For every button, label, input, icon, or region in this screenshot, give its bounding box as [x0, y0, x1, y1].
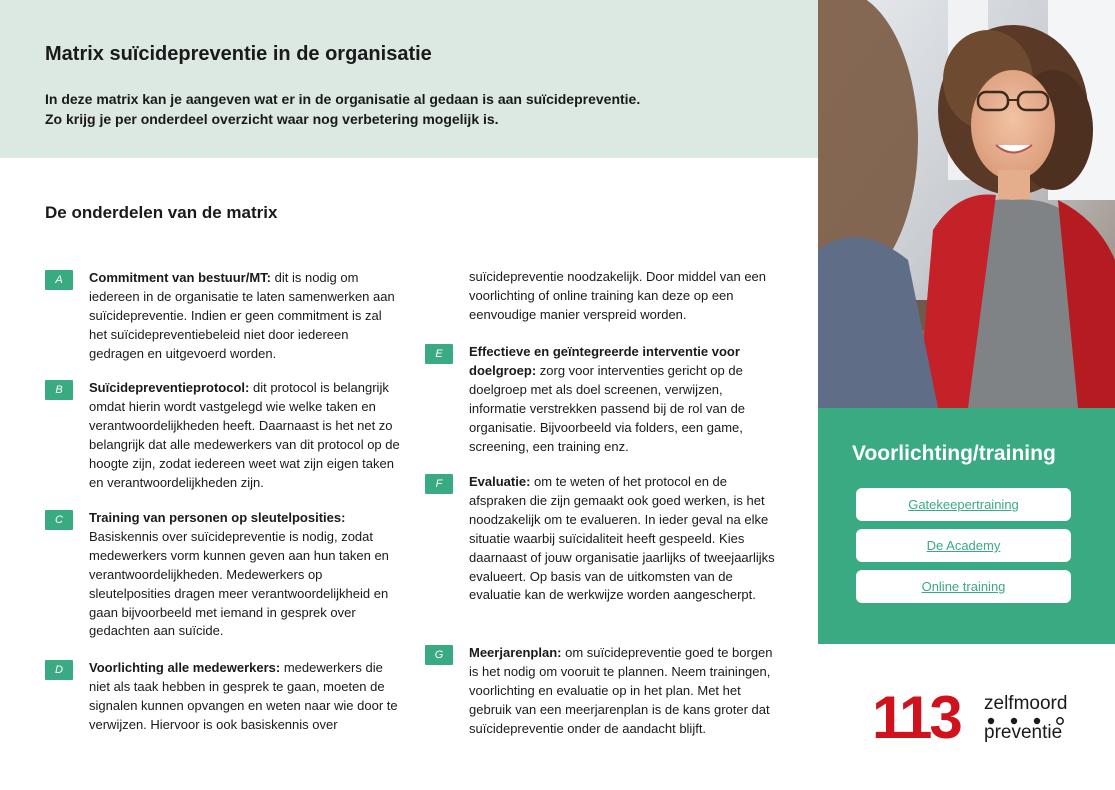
item-b-body	[89, 379, 401, 492]
item-c-text: Basiskennis over suïcidepreventie is nodig, zodat medewerkers vorm kunnen geven aan hun taken en verantwoordelijkheden. Medewerkers op sleutelposities dragen meer verantwoordelijkheid en gaan bijvoorbeeld met iemand in gesprek over gedachten aan suïcide.	[89, 528, 389, 639]
logo-line-1: zelfmoord	[984, 693, 1068, 714]
item-g-text: om suïcidepreventie goed te borgen is het nodig om vooruit te plannen. Neem trainingen, voorlichting en evaluatie op in het plan. Met het gebruik van een meerjarenplan is de kans groter dat suïcidepreventie onder de aandacht blijft.	[469, 645, 773, 736]
item-f-body	[469, 473, 781, 605]
logo-113-zelfmoordpreventie	[872, 684, 1082, 751]
item-f-heading: Evaluatie:	[469, 474, 531, 489]
item-a-heading: Commitment van bestuur/MT:	[89, 270, 272, 285]
badge-g: G	[425, 645, 453, 665]
item-c-heading: Training van personen op sleutelposities:	[89, 510, 346, 525]
logo-number: 113	[872, 684, 960, 751]
gatekeepertraining-link[interactable]: Gatekeepertraining	[856, 488, 1071, 521]
intro-line-1: In deze matrix kan je aangeven wat er in de organisatie al gedaan is aan suïcidepreventie.	[45, 91, 641, 107]
badge-c: C	[45, 510, 73, 530]
item-d-text: medewerkers die niet als taak hebben in gesprek te gaan, moeten de signalen kunnen opvangen en weten naar wie door te verwijzen. Hiervoor is ook basiskennis over	[89, 660, 398, 732]
badge-e: E	[425, 344, 453, 364]
header-band	[0, 0, 818, 158]
item-g-heading: Meerjarenplan:	[469, 645, 562, 660]
online-training-link[interactable]: Online training	[856, 570, 1071, 603]
training-panel	[818, 408, 1115, 644]
item-a-text: dit is nodig om iedereen in de organisatie te laten samenwerken aan suïcidepreventie. Indien er geen commitment is zal het suïcidepreventiebeleid niet door iedereen gedragen en uitgevoerd worden.	[89, 270, 395, 361]
badge-f: F	[425, 474, 453, 494]
logo-line-2: preventie	[984, 722, 1063, 743]
item-g-body	[469, 644, 781, 739]
section-title: De onderdelen van de matrix	[45, 203, 278, 222]
item-e-text: zorg voor interventies gericht op de doelgroep met als doel screenen, verwijzen, informatie verstrekken passend bij de rol van de organisatie. Bijvoorbeeld via folders, een game, screening, een training enz.	[469, 362, 746, 454]
item-d-heading: Voorlichting alle medewerkers:	[89, 660, 281, 675]
photo-woman-smiling-icon	[818, 0, 1115, 408]
item-c-body	[89, 509, 401, 641]
intro-line-2: Zo krijg je per onderdeel overzicht waar nog verbetering mogelijk is.	[45, 111, 499, 127]
de-academy-link[interactable]: De Academy	[856, 529, 1071, 562]
item-b-heading: Suïcidepreventieprotocol:	[89, 380, 250, 395]
item-d-continuation: suïcidepreventie noodzakelijk. Door middel van een voorlichting of online training kan deze op een eenvoudige manier verspreid worden.	[469, 269, 767, 322]
badge-a: A	[45, 270, 73, 290]
item-e-body	[469, 343, 781, 456]
item-f-text: om te weten of het protocol en de afspraken die zijn gemaakt ook goed werken, is het noodzakelijk om te evalueren. In ieder geval na elke situatie waarbij suïcidaliteit heeft gespeeld. Kies daarnaast of jouw organisatie jaarlijks of tweejaarlijks evalueert. Op basis van de uitkomsten van de evaluatie kan de werkwijze worden aangescherpt.	[469, 474, 775, 603]
item-a-body	[89, 269, 401, 364]
panel-title: Voorlichting/training	[852, 442, 1056, 465]
page-title: Matrix suïcidepreventie in de organisatie	[45, 43, 432, 65]
item-d-body	[89, 659, 401, 735]
badge-d: D	[45, 660, 73, 680]
badge-b: B	[45, 380, 73, 400]
item-e-heading: Effectieve en geïntegreerde interventie voor doelgroep:	[469, 344, 740, 378]
intro-text	[45, 89, 785, 129]
item-b-text: dit protocol is belangrijk omdat hierin wordt vastgelegd wie welke taken en verantwoordelijkheden heeft. Daarnaast is het net zo belangrijk dat alle medewerkers van dit protocol op de hoogte zijn, zodat iedereen weet wat zijn eigen taken en verantwoordelijkheden zijn.	[89, 380, 400, 490]
